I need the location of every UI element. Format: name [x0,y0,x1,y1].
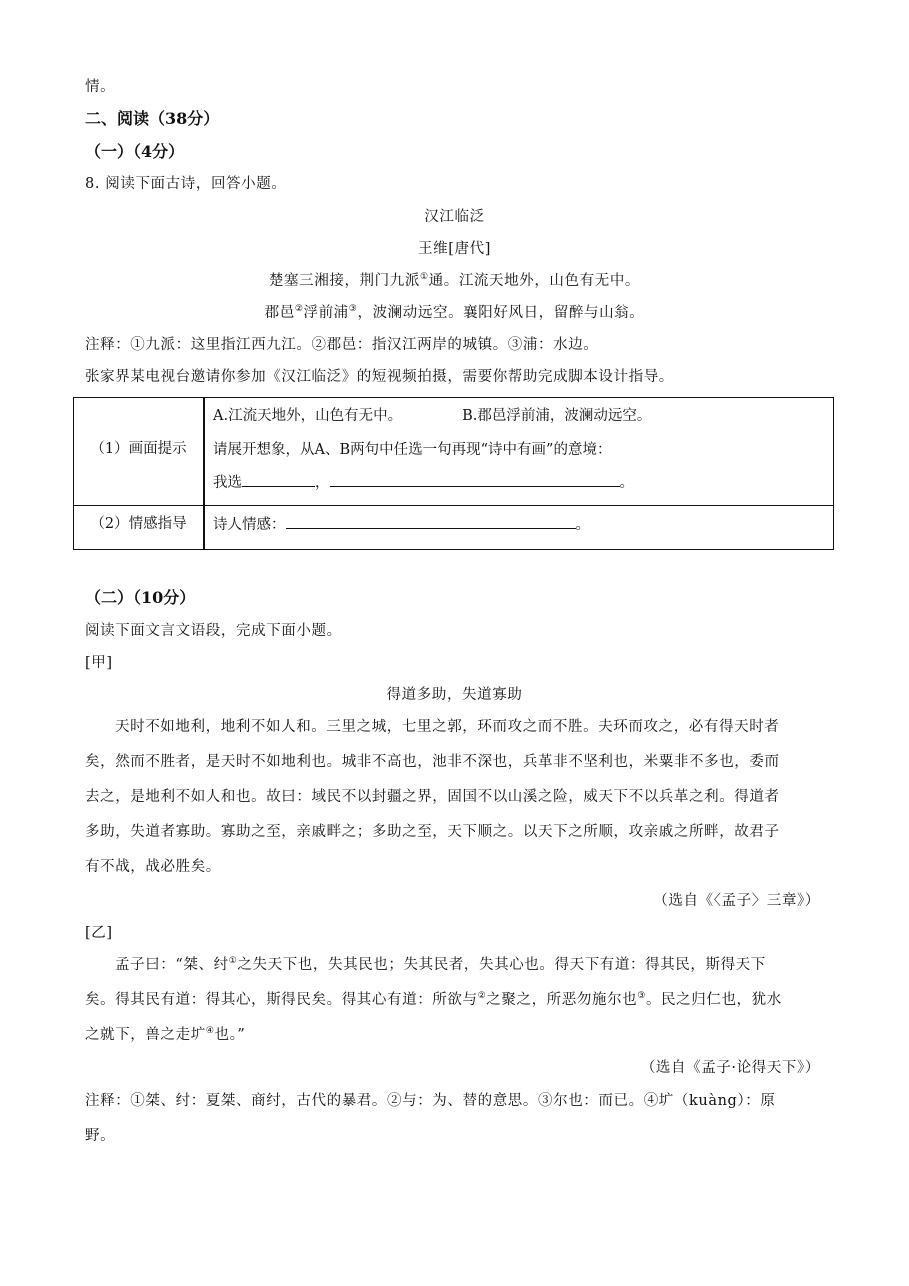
poem-line-1-text-a: 楚塞三湘接，荆门九派 [268,273,420,289]
part1-heading: （一）（4分） [85,142,185,161]
script-design-table [73,397,834,550]
passage-yi-text: 也。” [214,1027,246,1043]
passage-yi-text: 之聚之，所恶勿施尔也 [486,992,638,1008]
passage-jia-line: 多助，失道者寡助。寡助之至，亲戚畔之；多助之至，天下顺之。以天下之所顺，攻亲戚之所畔，故君子 [85,824,780,840]
table-row [74,398,833,506]
poem-author: 王维[唐代] [418,241,491,257]
passage-yi-source: （选自《孟子·论得天下》） [640,1060,820,1076]
emotion-prefix: 诗人情感： [213,517,286,533]
emotion-line [213,514,590,535]
passage-jia-line: 矣，然而不胜者，是天时不如地利也。城非不高也，池非不深也，兵革非不坚利也，米粟非不多也，委而 [85,754,780,770]
option-b: B.郡邑浮前浦，波澜动远空。 [462,408,652,424]
option-a: A.江流天地外，山色有无中。 [213,408,403,424]
answer-line [213,472,634,493]
emotion-end: 。 [575,517,590,533]
passage-notes: 注释：①桀、纣：夏桀、商纣，古代的暴君。②与：为、替的意思。③尔也：而已。④圹（kuàng）：原 [85,1093,776,1109]
poem-line-2-text-a: 郡邑 [264,305,295,321]
row-label-emotion: （2）情感指导 [90,516,187,532]
note-marker: ② [294,304,304,314]
answer-end: 。 [619,475,634,491]
section-title: 二、阅读（38分） [85,109,220,128]
passage-notes-continued: 野。 [85,1128,116,1144]
poem-line-1 [0,271,909,291]
answer-prefix: 我选 [213,475,242,491]
note-marker: ④ [205,1026,215,1036]
passage-yi-text: 之失天下也，失其民也；失其民者，失其心也。得天下有道：得其民，斯得天下 [237,957,766,973]
task-intro: 张家界某电视台邀请你参加《汉江临泛》的短视频拍摄，需要你帮助完成脚本设计指导。 [85,369,674,385]
poem-notes: 注释：①九派：这里指江西九江。②郡邑：指汉江两岸的城镇。③浦：水边。 [85,337,599,353]
description-blank[interactable] [330,472,620,487]
poem-line-2-text-c: ，波澜动远空。襄阳好风日，留醉与山翁。 [357,305,645,321]
poem-line-2-text-b: 浮前浦 [303,305,349,321]
poem-line-2 [0,303,909,323]
table-row [74,506,833,549]
emotion-blank[interactable] [286,514,576,529]
note-marker: ① [419,272,429,282]
passage-jia-line: 天时不如地利，地利不如人和。三里之城，七里之郭，环而攻之而不胜。夫环而攻之，必有得天时者 [115,719,780,735]
note-marker: ③ [348,304,358,314]
part2-heading: （二）（10分） [85,588,196,607]
note-marker: ③ [637,991,646,1001]
answer-separator: ， [315,475,330,491]
passage-yi-text: 矣。得其民有道：得其心，斯得民矣。得其心有道：所欲与 [85,992,478,1008]
row-label-scene: （1）画面提示 [90,441,187,457]
passage-jia-line: 去之，是地利不如人和也。故曰：域民不以封疆之界，固国不以山溪之险，威天下不以兵革之利。得道者 [85,789,780,805]
part2-question: 阅读下面文言文语段，完成下面小题。 [85,623,342,639]
choice-blank[interactable] [242,472,315,487]
poem-title: 汉江临泛 [424,209,485,225]
passage-yi-line [85,990,782,1010]
passage-yi-text: 之就下，兽之走圹 [85,1027,206,1043]
passage-jia-tag: [甲] [85,655,113,671]
carry-over-text: 情。 [85,79,116,95]
passage-jia-source: （选自《〈孟子〉三章》） [653,893,820,909]
scene-prompt: 请展开想象，从A、B两句中任选一句再现“诗中有画”的意境： [213,442,612,458]
passage-yi-line [85,1025,245,1045]
note-marker: ② [477,991,487,1001]
passage-yi-text: 。民之归仁也，犹水 [645,992,782,1008]
note-marker: ① [228,956,238,966]
passage-yi-tag: [乙] [85,925,113,941]
passage-yi-line [115,955,766,975]
question-8: 8. 阅读下面古诗，回答小题。 [85,176,287,192]
passage-jia-line: 有不战，战必胜矣。 [85,859,221,875]
passage-yi-text: 孟子曰：“桀、纣 [115,957,229,973]
option-line [213,406,651,426]
passage-jia-title: 得道多助，失道寡助 [386,687,523,703]
poem-line-1-text-b: 通。江流天地外，山色有无中。 [428,273,641,289]
